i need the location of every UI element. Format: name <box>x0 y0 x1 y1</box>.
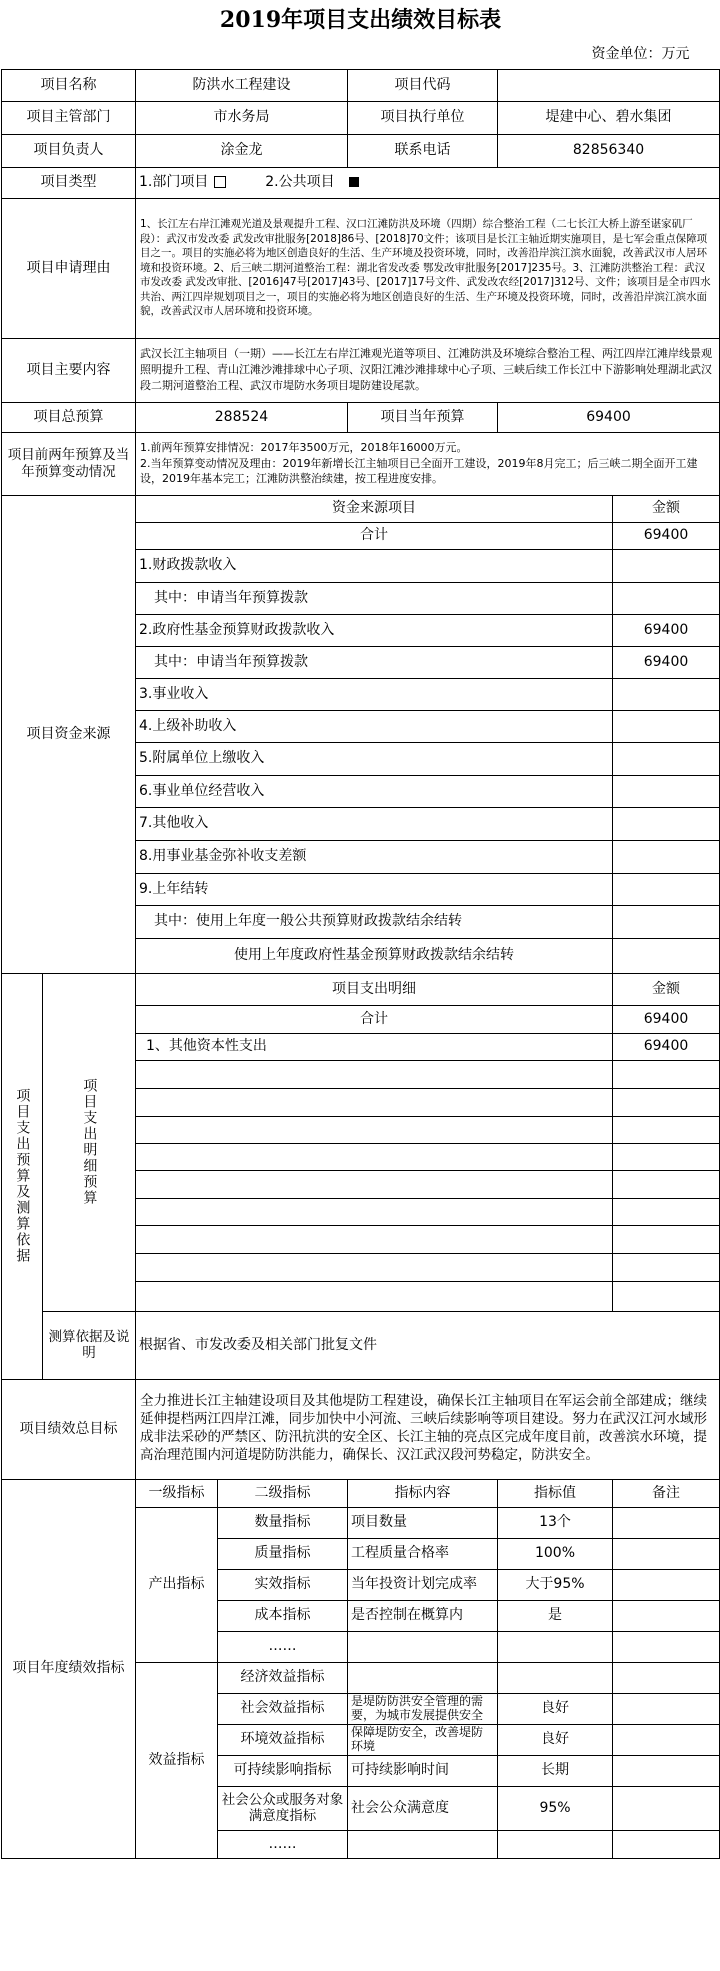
total-budget-label: 项目总预算 <box>2 402 136 432</box>
expense-row-amount: 69400 <box>613 1033 720 1060</box>
expense-outer-label <box>2 973 43 1379</box>
funding-row-amount: 69400 <box>613 522 720 549</box>
ind-content <box>348 1631 498 1662</box>
ind-value: 100% <box>498 1538 613 1569</box>
ind-value: 95% <box>498 1786 613 1830</box>
ind-level2: 经济效益指标 <box>218 1662 348 1693</box>
ind-level2: 质量指标 <box>218 1538 348 1569</box>
head-label: 项目负责人 <box>2 134 136 167</box>
ind-level2: 社会效益指标 <box>218 1693 348 1724</box>
ind-content: 当年投资计划完成率 <box>348 1569 498 1600</box>
funding-row-amount <box>613 807 720 840</box>
expense-row-name: 合计 <box>136 1005 613 1033</box>
ind-note <box>613 1662 720 1693</box>
exec-unit-label: 项目执行单位 <box>348 101 498 134</box>
ind-note <box>613 1507 720 1538</box>
ind-content: 项目数量 <box>348 1507 498 1538</box>
budget-change-label: 项目前两年预算及当年预算变动情况 <box>2 432 136 495</box>
output-indicator-label: 产出指标 <box>136 1507 218 1662</box>
phone-value: 82856340 <box>498 134 720 167</box>
ind-level2: 可持续影响指标 <box>218 1755 348 1786</box>
content-label: 项目主要内容 <box>2 338 136 402</box>
ind-level2: …… <box>218 1830 348 1858</box>
funding-row-name: 3.事业收入 <box>136 678 613 710</box>
ind-content: 可持续影响时间 <box>348 1755 498 1786</box>
ind-col-note: 备注 <box>613 1479 720 1507</box>
expense-inner-label-text: 项目支出明细预算 <box>81 1078 98 1206</box>
ind-value: 13个 <box>498 1507 613 1538</box>
funding-row-amount <box>613 873 720 905</box>
page-title: 2019年项目支出绩效目标表 <box>219 6 502 33</box>
ind-level2: 环境效益指标 <box>218 1724 348 1755</box>
ind-content: 工程质量合格率 <box>348 1538 498 1569</box>
expense-row-name <box>136 1225 613 1253</box>
funding-row-name: 7.其他收入 <box>136 807 613 840</box>
expense-row-name <box>136 1281 613 1311</box>
expense-row-name: 1、其他资本性支出 <box>136 1033 613 1060</box>
unchecked-box-icon <box>214 176 226 188</box>
ind-value: 是 <box>498 1600 613 1631</box>
expense-row-amount <box>613 1253 720 1281</box>
ind-content: 是否控制在概算内 <box>348 1600 498 1631</box>
budget-change-line-1: 1.前两年预算安排情况：2017年3500万元，2018年16000万元。 <box>140 440 468 454</box>
total-budget-value: 288524 <box>136 402 348 432</box>
funding-row-name: 1.财政拨款收入 <box>136 549 613 582</box>
funding-row-name: 其中：申请当年预算拨款 <box>136 646 613 678</box>
dept-label: 项目主管部门 <box>2 101 136 134</box>
ind-level2: …… <box>218 1631 348 1662</box>
ind-value <box>498 1631 613 1662</box>
type-options <box>136 167 720 198</box>
ind-content <box>348 1830 498 1858</box>
project-code-value <box>498 69 720 101</box>
funding-label: 项目资金来源 <box>2 495 136 973</box>
ind-value: 长期 <box>498 1755 613 1786</box>
funding-row-name: 5.附属单位上缴收入 <box>136 742 613 775</box>
funding-row-name: 2.政府性基金预算财政拨款收入 <box>136 614 613 646</box>
ind-note <box>613 1755 720 1786</box>
funding-col-amount: 金额 <box>613 495 720 522</box>
ind-note <box>613 1538 720 1569</box>
ind-content <box>348 1662 498 1693</box>
funding-row-name: 6.事业单位经营收入 <box>136 775 613 807</box>
ind-note <box>613 1600 720 1631</box>
content-text: 武汉长江主轴项目（一期）——长江左右岸江滩观光道等项目、江滩防洪及环境综合整治工程、两江四岸江滩岸线景观照明提升工程、青山江滩沙滩排球中心子项、汉阳江滩沙滩排球中心子项、三峡后续工作长江中下游影响处理湖北武汉段二期河道整治工程、武汉市堤防水务项目堤防建设尾款。 <box>136 338 720 402</box>
expense-col-amount: 金额 <box>613 973 720 1005</box>
funding-row-amount <box>613 775 720 807</box>
expense-row-amount <box>613 1170 720 1198</box>
ind-col-level1: 一级指标 <box>136 1479 218 1507</box>
funding-col-source: 资金来源项目 <box>136 495 613 522</box>
expense-row-amount <box>613 1088 720 1116</box>
expense-row-name <box>136 1253 613 1281</box>
ind-note <box>613 1724 720 1755</box>
expense-row-name <box>136 1170 613 1198</box>
ind-note <box>613 1693 720 1724</box>
funding-row-amount <box>613 710 720 742</box>
expense-row-amount <box>613 1225 720 1253</box>
expense-row-amount <box>613 1281 720 1311</box>
funding-row-name: 合计 <box>136 522 613 549</box>
project-name-label: 项目名称 <box>2 69 136 101</box>
expense-row-name <box>136 1088 613 1116</box>
funding-row-name: 4.上级补助收入 <box>136 710 613 742</box>
dept-value: 市水务局 <box>136 101 348 134</box>
ind-note <box>613 1569 720 1600</box>
type-option-dept: 1.部门项目 <box>139 174 209 191</box>
expense-row-amount <box>613 1198 720 1225</box>
funding-row-name: 9.上年结转 <box>136 873 613 905</box>
funding-row-amount <box>613 938 720 973</box>
phone-label: 联系电话 <box>348 134 498 167</box>
year-budget-label: 项目当年预算 <box>348 402 498 432</box>
ind-note <box>613 1830 720 1858</box>
expense-row-amount: 69400 <box>613 1005 720 1033</box>
expense-row-amount <box>613 1116 720 1143</box>
reason-text: 1、长江左右岸江滩观光道及景观提升工程、汉口江滩防洪及环境（四期）综合整治工程（二七长江大桥上游至谌家矶厂段）：武汉市发改委 武发改审批服务[2018]86号、[2018]70文件；该项目是长江主轴近期实施项目，是七军会重点保障项目之一。项目的实施必将为地区创造良好的生活、生产环境及投资环境，同时，改善沿岸滨江滨水面貌，改善武汉市人居环境和投资环境。2、后三峡二期河道整治工程：湖北省发改委 鄂发改审批服务[2017]235号。3、江滩防洪整治工程：武汉市发改委 武发改审批、[2016]47号[2017]43号、[2017]17号文件、武发改农经[2017]312号、文件；该项目是全市四水共治、两江四岸规划项目之一，项目的实施必将为地区创造良好的生活、生产环境及投资环境，同时，改善沿岸滨江滨水面貌，改善武汉市人居环境和投资环境。 <box>136 198 720 338</box>
head-value: 涂金龙 <box>136 134 348 167</box>
funding-row-amount: 69400 <box>613 614 720 646</box>
budget-change-line-2: 2.当年预算变动情况及理由：2019年新增长江主轴项目已全面开工建设，2019年8月完工；后三峡二期全面开工建设，2019年基本完工；江滩防洪整治续建，按工程进度安排。 <box>140 456 698 486</box>
funding-row-amount <box>613 905 720 938</box>
ind-col-content: 指标内容 <box>348 1479 498 1507</box>
ind-content: 社会公众满意度 <box>348 1786 498 1830</box>
year-budget-value: 69400 <box>498 402 720 432</box>
type-label: 项目类型 <box>2 167 136 198</box>
basis-value: 根据省、市发改委及相关部门批复文件 <box>136 1311 720 1379</box>
funding-row-amount <box>613 678 720 710</box>
funding-row-amount <box>613 549 720 582</box>
ind-level2: 实效指标 <box>218 1569 348 1600</box>
expense-row-amount <box>613 1143 720 1170</box>
indicators-label: 项目年度绩效指标 <box>2 1479 136 1858</box>
ind-col-level2: 二级指标 <box>218 1479 348 1507</box>
funding-row-amount: 69400 <box>613 646 720 678</box>
reason-label: 项目申请理由 <box>2 198 136 338</box>
ind-value: 良好 <box>498 1724 613 1755</box>
ind-level2: 成本指标 <box>218 1600 348 1631</box>
goal-text: 全力推进长江主轴建设项目及其他堤防工程建设，确保长江主轴项目在军运会前全部建成；继续延伸提档两江四岸江滩，同步加快中小河流、三峡后续影响等项目建设。努力在武汉江河水域形成非法采砂的严禁区、防汛抗洪的安全区、长江主轴的亮点区完成年度目前，改善滨水环境，提高治理范围内河道堤防防洪能力，确保长、汉江武汉段河势稳定，防洪安全。 <box>136 1379 720 1479</box>
project-name-value: 防洪水工程建设 <box>136 69 348 101</box>
checked-box-icon <box>349 177 359 187</box>
effect-indicator-label: 效益指标 <box>136 1662 218 1858</box>
budget-change-text <box>136 432 720 495</box>
goal-label: 项目绩效总目标 <box>2 1379 136 1479</box>
ind-content: 保障堤防安全，改善堤防环境 <box>348 1724 498 1755</box>
ind-level2: 社会公众或服务对象满意度指标 <box>218 1786 348 1830</box>
funding-row-name: 8.用事业基金弥补收支差额 <box>136 840 613 873</box>
funding-row-name: 使用上年度政府性基金预算财政拨款结余结转 <box>136 938 613 973</box>
ind-note <box>613 1631 720 1662</box>
ind-value: 良好 <box>498 1693 613 1724</box>
funding-row-amount <box>613 840 720 873</box>
ind-content: 是堤防防洪安全管理的需要，为城市发展提供安全 <box>348 1693 498 1724</box>
performance-target-table <box>1 0 720 1859</box>
expense-row-name <box>136 1116 613 1143</box>
funding-row-amount <box>613 582 720 614</box>
funding-row-name: 其中：申请当年预算拨款 <box>136 582 613 614</box>
expense-row-amount <box>613 1060 720 1088</box>
type-option-public: 2.公共项目 <box>265 174 335 191</box>
expense-row-name <box>136 1198 613 1225</box>
project-code-label: 项目代码 <box>348 69 498 101</box>
exec-unit-value: 堤建中心、碧水集团 <box>498 101 720 134</box>
expense-row-name <box>136 1143 613 1170</box>
expense-inner-label <box>43 973 136 1311</box>
ind-level2: 数量指标 <box>218 1507 348 1538</box>
expense-col-detail: 项目支出明细 <box>136 973 613 1005</box>
basis-label: 测算依据及说明 <box>43 1311 136 1379</box>
ind-value <box>498 1662 613 1693</box>
ind-value <box>498 1830 613 1858</box>
ind-value: 大于95% <box>498 1569 613 1600</box>
ind-note <box>613 1786 720 1830</box>
currency-unit: 资金单位：万元 <box>2 40 720 69</box>
expense-outer-label-text: 项目支出预算及测算依据 <box>14 1088 31 1264</box>
funding-row-name: 其中：使用上年度一般公共预算财政拨款结余结转 <box>136 905 613 938</box>
ind-col-value: 指标值 <box>498 1479 613 1507</box>
expense-row-name <box>136 1060 613 1088</box>
funding-row-amount <box>613 742 720 775</box>
